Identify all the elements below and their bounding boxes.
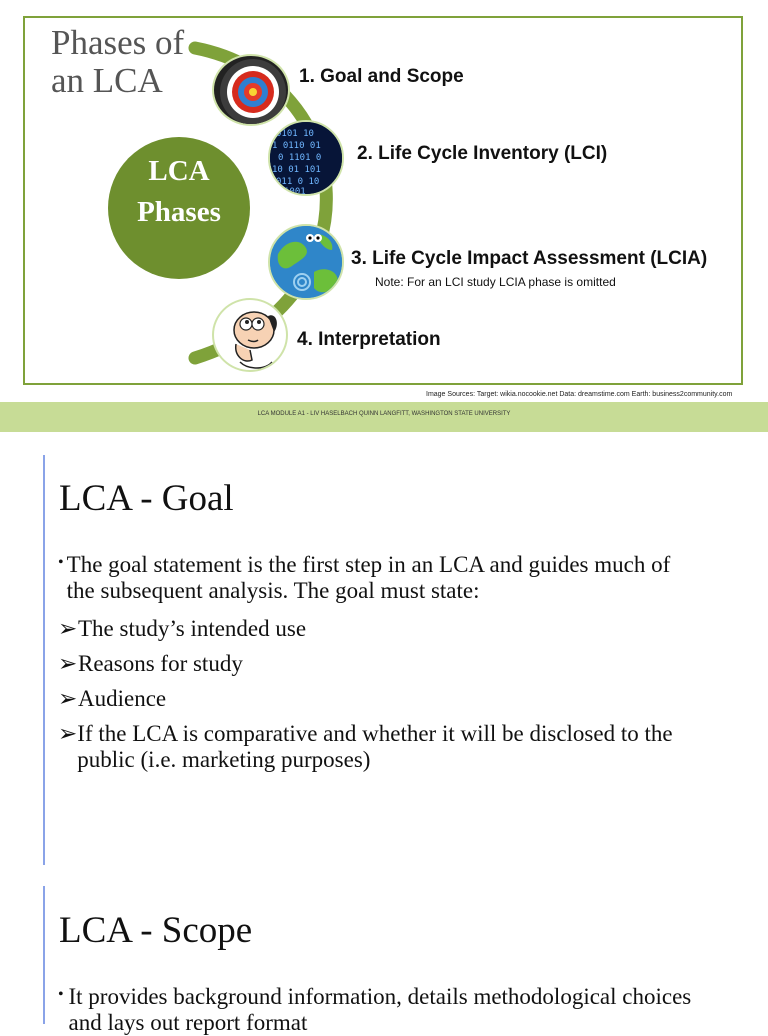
goal-item-text: Reasons for study [78,651,243,676]
svg-text:1 0110 01: 1 0110 01 [272,141,321,151]
slide-title: Phases of an LCA [51,23,185,100]
goal-item-text: If the LCA is comparative and whether it will be disclosed to the public (i.e. marketing purposes) [77,721,673,772]
phase-label-lcia: 3. Life Cycle Impact Assessment (LCIA) [351,248,708,269]
lcia-note: Note: For an LCI study LCIA phase is omitted [375,275,616,289]
goal-bullet [58,552,698,604]
goal-item-2 [58,651,718,677]
image-sources: Image Sources: Target: wikia.nocookie.net Data: dreamstime.com Earth: business2community.com [426,391,733,398]
phase-label-interpretation: 4. Interpretation [297,329,441,350]
thinking-man-icon [212,298,288,372]
slide-phases [0,0,768,402]
scope-bullet [58,984,718,1036]
footer-band [0,402,768,432]
goal-heading: LCA - Goal [59,478,234,519]
scope-heading: LCA - Scope [59,910,253,951]
lca-phases-circle: LCA Phases [108,137,250,279]
arrow-bullet-icon: ➢ [58,616,78,641]
goal-item-4 [58,721,718,773]
arrow-bullet-icon: ➢ [58,721,78,746]
earth-icon [268,224,344,300]
phase-label-lci: 2. Life Cycle Inventory (LCI) [357,143,608,164]
svg-text:011 0 10: 011 0 10 [276,177,320,187]
svg-text:0 1101 0: 0 1101 0 [278,153,322,163]
svg-text:0101 10: 0101 10 [276,129,314,139]
bullet-dot-icon: • [58,554,64,571]
goal-item-1 [58,616,718,642]
footer-credit: LCA MODULE A1 - LIV HASELBACH QUINN LANGFITT, WASHINGTON STATE UNIVERSITY [257,411,511,417]
phase-label-goal-scope: 1. Goal and Scope [299,66,464,87]
goal-bullet-text: The goal statement is the first step in an LCA and guides much of the subsequent analysis. The goal must state: [66,552,671,603]
arrow-bullet-icon: ➢ [58,686,78,711]
bullet-dot-icon: • [58,986,64,1003]
scope-bullet-text: It provides background information, details methodological choices and lays out report format [68,984,692,1035]
arrow-bullet-icon: ➢ [58,651,78,676]
slide-divider-line [43,455,45,865]
slide-divider-line [43,886,45,1024]
goal-item-3 [58,686,718,712]
goal-item-text: The study’s intended use [78,616,307,641]
target-icon [212,54,290,126]
svg-text:10 01 101: 10 01 101 [272,165,321,175]
binary-data-icon [268,120,344,196]
goal-item-text: Audience [78,686,167,711]
svg-text:1001: 1001 [284,187,306,196]
